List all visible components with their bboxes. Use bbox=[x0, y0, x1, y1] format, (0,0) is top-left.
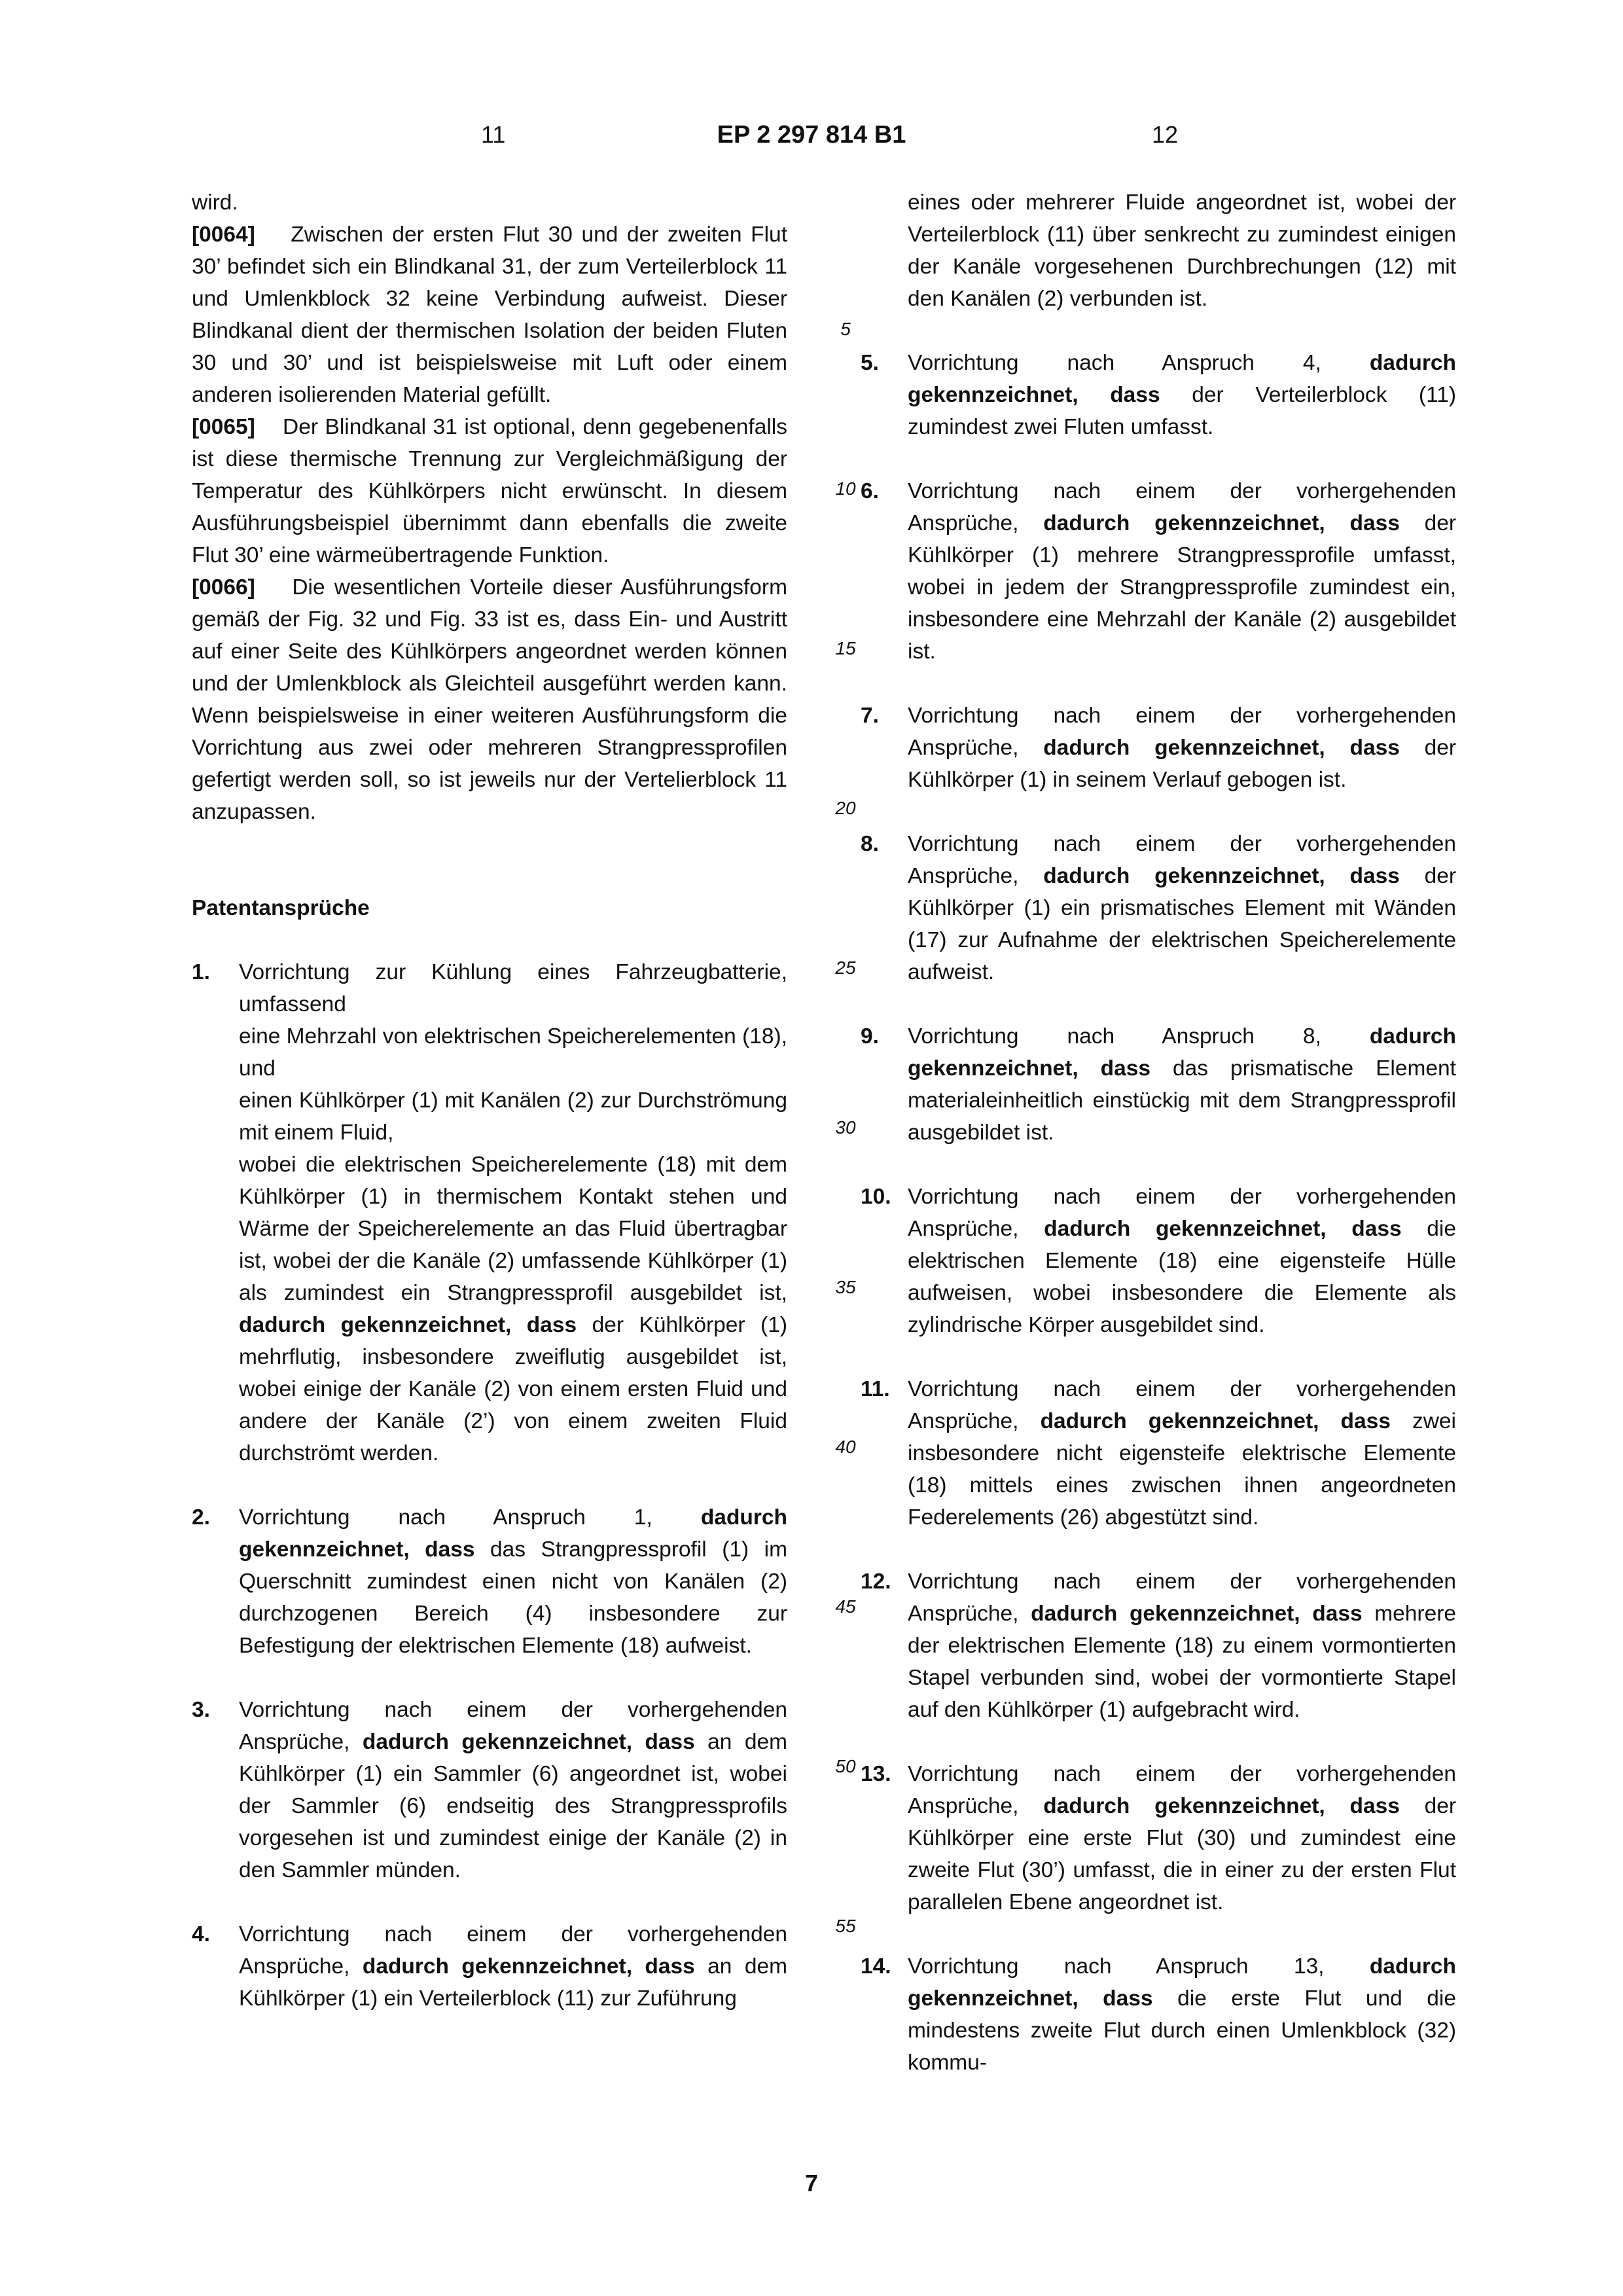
claim-12 bbox=[861, 1566, 1456, 1726]
claim-text bbox=[908, 1020, 1456, 1149]
claim-13 bbox=[861, 1758, 1456, 1918]
claim-text bbox=[908, 475, 1456, 668]
line-number: 50 bbox=[835, 1756, 856, 1776]
claim-post: der Kühlkörper (1) mehrflutig, insbesondere zweiflutig ausgebildet ist, wobei einige der Kanäle (2) von einem ersten Fluid und andere der Kanäle (2’) von einem zweiten Fluid durchströmt werden. bbox=[239, 1313, 788, 1465]
claim-post: zwei insbesondere nicht eigensteife elektrische Elemente (18) mittels eines zwischen ihnen angeordneten Federelements (26) abgestützt sind. bbox=[908, 1409, 1456, 1530]
claim-text bbox=[908, 1181, 1456, 1341]
line-number: 15 bbox=[835, 638, 856, 658]
claim-pre: Vorrichtung nach einem der vorhergehenden Ansprüche, bbox=[239, 1922, 787, 1979]
claim-pre: Vorrichtung nach einem der vorhergehenden Ansprüche, bbox=[908, 1570, 1456, 1626]
line-number: 20 bbox=[835, 798, 856, 818]
claim-text bbox=[908, 1373, 1456, 1534]
claim-pre: wobei die elektrischen Speicherelemente (18) mit dem Kühlkörper (1) in thermischem Kontakt stehen und Wärme der Speicherelemente an das Fluid übertragbar ist, wobei der die Kanäle (2) umfassende Kühlkörper (1) als zumindest ein Strangpressprofil ausgebildet ist, bbox=[239, 1153, 787, 1305]
claim-post: der Verteilerblock (11) zumindest zwei Fluten umfasst. bbox=[908, 383, 1457, 439]
claim-number: 10. bbox=[861, 1185, 891, 1209]
claim-post: der Kühlkörper eine erste Flut (30) und zumindest eine zweite Flut (30’) umfasst, die in einer zu der ersten Flut parallelen Ebene angeordnet ist. bbox=[908, 1794, 1457, 1914]
claim-number: 1. bbox=[192, 960, 210, 984]
claim-post: der Kühlkörper (1) in seinem Verlauf gebogen ist. bbox=[908, 736, 1457, 792]
claim-pre: Vorrichtung nach einem der vorhergehenden Ansprüche, bbox=[908, 479, 1456, 535]
paragraph-text: Zwischen der ersten Flut 30 und der zweiten Flut 30’ befindet sich ein Blindkanal 31, der zum Verteilerblock 11 und Umlenkblock 32 keine Verbindung aufweist. Dieser Blindkanal dient der thermischen Isolation der beiden Fluten 30 und 30’ und ist beispielsweise mit Luft oder einem anderen isolierenden Material gefüllt. bbox=[192, 223, 788, 407]
line-number: 10 bbox=[835, 478, 856, 499]
claim-post: an dem Kühlkörper (1) ein Sammler (6) angeordnet ist, wobei der Sammler (6) endseitig des Strangpressprofils vorgesehen ist und zumindest einige der Kanäle (2) in den Sammler münden. bbox=[239, 1730, 787, 1882]
claim-pre: Vorrichtung nach einem der vorhergehenden Ansprüche, bbox=[239, 1698, 787, 1754]
claims-heading: Patentansprüche bbox=[192, 896, 370, 920]
claim-characterizing: dadurch gekennzeichnet, dass bbox=[362, 1730, 695, 1754]
claim-5 bbox=[861, 347, 1456, 443]
claim-pre: Vorrichtung nach Anspruch 4, bbox=[908, 351, 1321, 375]
claim-pre: Vorrichtung nach einem der vorhergehenden Ansprüche, bbox=[908, 1762, 1456, 1818]
claim-8 bbox=[861, 828, 1456, 988]
paragraph-text: Die wesentlichen Vorteile dieser Ausführungsform gemäß der Fig. 32 und Fig. 33 ist es, dass Ein- und Austritt auf einer Seite des Kühlkörpers angeordnet werden können und der Umlenkblock als Gleichteil ausgeführt werden kann. Wenn beispielsweise in einer weiteren Ausführungsform die Vorrichtung aus zwei oder mehreren Strangpressprofilen gefertigt werden soll, so ist jeweils nur der Vertelierblock 11 anzupassen. bbox=[192, 575, 787, 824]
paragraph-0066 bbox=[192, 571, 787, 828]
line-number: 25 bbox=[835, 958, 856, 978]
claim-14 bbox=[861, 1950, 1456, 2079]
line-number: 5 bbox=[840, 319, 851, 339]
claim-number: 7. bbox=[861, 704, 879, 728]
claim-3 bbox=[192, 1694, 787, 1886]
claim-number: 2. bbox=[192, 1505, 210, 1530]
claim-pre: Vorrichtung nach Anspruch 13, bbox=[908, 1954, 1325, 1979]
claim-number: 6. bbox=[861, 479, 879, 503]
claim-text bbox=[908, 828, 1456, 988]
claim-characterizing: dadurch gekennzeichnet, dass bbox=[1044, 1217, 1402, 1241]
claim-number: 9. bbox=[861, 1024, 879, 1049]
claim-text: eines oder mehrerer Fluide angeordnet ist, wobei der Verteilerblock (11) über senkrecht zu zumindest einigen der Kanäle vorgesehenen Durchbrechungen (12) mit den Kanälen (2) verbunden ist. bbox=[908, 190, 1456, 311]
line-number: 35 bbox=[835, 1277, 856, 1297]
claim-4 bbox=[192, 1918, 787, 2015]
claim-characterizing: dadurch gekennzeichnet, dass bbox=[1043, 736, 1400, 760]
claim-characterizing: dadurch gekennzeichnet, dass bbox=[239, 1505, 787, 1562]
right-column bbox=[861, 187, 1456, 2111]
paragraph-text: Der Blindkanal 31 ist optional, denn gegebenenfalls ist diese thermische Trennung zur Vergleichmäßigung der Temperatur des Kühlkörpers nicht erwünscht. In diesem Ausführungsbeispiel übernimmt dann ebenfalls die zweite Flut 30’ eine wärmeübertragende Funktion. bbox=[192, 415, 787, 567]
paragraph-0064 bbox=[192, 219, 787, 411]
claim-characterizing: dadurch gekennzeichnet, dass bbox=[1043, 1794, 1400, 1818]
claim-characterizing: dadurch gekennzeichnet, dass bbox=[1040, 1409, 1391, 1433]
claim-pre: Vorrichtung nach einem der vorhergehenden Ansprüche, bbox=[908, 1185, 1456, 1241]
claim-pre: Vorrichtung nach Anspruch 1, bbox=[239, 1505, 652, 1530]
claim-7 bbox=[861, 700, 1456, 796]
claim-text bbox=[908, 700, 1456, 796]
claim-characterizing: dadurch gekennzeichnet, dass bbox=[908, 1954, 1456, 2011]
line-number: 55 bbox=[835, 1916, 856, 1936]
claim-pre: Vorrichtung nach einem der vorhergehenden Ansprüche, bbox=[908, 1377, 1456, 1433]
claim-line: einen Kühlkörper (1) mit Kanälen (2) zur Durchströmung mit einem Fluid, bbox=[239, 1088, 787, 1145]
claim-characterizing: dadurch gekennzeichnet, dass bbox=[362, 1954, 695, 1979]
claim-characterizing: dadurch gekennzeichnet, dass bbox=[239, 1313, 577, 1337]
claim-text bbox=[908, 1566, 1456, 1726]
claim-text bbox=[908, 1758, 1456, 1918]
claim-characterizing: dadurch gekennzeichnet, dass bbox=[1031, 1602, 1363, 1626]
claim-number: 12. bbox=[861, 1570, 891, 1594]
claim-text bbox=[239, 956, 787, 1469]
intro-fragment: wird. bbox=[192, 190, 238, 215]
claim-pre: Vorrichtung nach Anspruch 8, bbox=[908, 1024, 1321, 1049]
publication-number: EP 2 297 814 B1 bbox=[717, 121, 906, 149]
line-number: 40 bbox=[835, 1437, 856, 1457]
claim-characterizing: dadurch gekennzeichnet, dass bbox=[908, 351, 1456, 407]
paragraph-ref: [0064] bbox=[192, 223, 255, 247]
claim-pre: Vorrichtung nach einem der vorhergehenden Ansprüche, bbox=[908, 704, 1456, 760]
claim-4-continuation bbox=[861, 187, 1456, 315]
paragraph-ref: [0066] bbox=[192, 575, 255, 600]
claim-1 bbox=[192, 956, 787, 1469]
claim-characterizing: dadurch gekennzeichnet, dass bbox=[1043, 511, 1400, 535]
claim-post: das Strangpressprofil (1) im Querschnitt zumindest einen nicht von Kanälen (2) durchzogenen Bereich (4) insbesondere zur Befestigung der elektrischen Elemente (18) aufweist. bbox=[239, 1537, 787, 1658]
line-number: 45 bbox=[835, 1596, 856, 1617]
page-number-left: 11 bbox=[481, 121, 506, 148]
claim-pre: Vorrichtung nach einem der vorhergehenden Ansprüche, bbox=[908, 832, 1456, 888]
claim-number: 3. bbox=[192, 1698, 210, 1722]
claim-characterizing: dadurch gekennzeichnet, dass bbox=[1043, 864, 1400, 888]
claim-post: der Kühlkörper (1) ein prismatisches Element mit Wänden (17) zur Aufnahme der elektrischen Speicherelemente aufweist. bbox=[908, 864, 1457, 984]
claim-11 bbox=[861, 1373, 1456, 1534]
claim-line: Vorrichtung zur Kühlung eines Fahrzeugbatterie, umfassend bbox=[239, 960, 787, 1016]
claim-text bbox=[239, 1501, 787, 1662]
paragraph-0065 bbox=[192, 411, 787, 571]
claim-line: eine Mehrzahl von elektrischen Speicherelementen (18), und bbox=[239, 1024, 787, 1081]
claim-number: 5. bbox=[861, 351, 879, 375]
claim-post: die elektrischen Elemente (18) eine eigensteife Hülle aufweisen, wobei insbesondere die Elemente als zylindrische Körper ausgebildet sind. bbox=[908, 1217, 1456, 1337]
claim-10 bbox=[861, 1181, 1456, 1341]
claim-text bbox=[239, 1694, 787, 1886]
claim-number: 11. bbox=[861, 1377, 890, 1401]
claim-text bbox=[239, 1918, 787, 2015]
claim-number: 13. bbox=[861, 1762, 891, 1786]
claim-post: das prismatische Element materialeinheitlich einstückig mit dem Strangpressprofil ausgebildet ist. bbox=[908, 1056, 1456, 1145]
claim-2 bbox=[192, 1501, 787, 1662]
line-number: 30 bbox=[835, 1117, 856, 1138]
claim-post: an dem Kühlkörper (1) ein Verteilerblock (11) zur Zuführung bbox=[239, 1954, 787, 2011]
claim-text bbox=[908, 347, 1456, 443]
left-column bbox=[192, 187, 787, 2047]
page-number: 7 bbox=[804, 2170, 819, 2197]
claim-9 bbox=[861, 1020, 1456, 1149]
paragraph-ref: [0065] bbox=[192, 415, 255, 439]
claim-post: der Kühlkörper (1) mehrere Strangpressprofile umfasst, wobei in jedem der Strangpressprofile zumindest ein, insbesondere eine Mehrzahl der Kanäle (2) ausgebildet ist. bbox=[908, 511, 1457, 664]
claim-number: 4. bbox=[192, 1922, 210, 1946]
claim-number: 14. bbox=[861, 1954, 891, 1979]
claim-6 bbox=[861, 475, 1456, 668]
claim-post: die erste Flut und die mindestens zweite Flut durch einen Umlenkblock (32) kommu- bbox=[908, 1986, 1456, 2075]
page-number-right: 12 bbox=[1152, 121, 1179, 148]
claim-characterizing: dadurch gekennzeichnet, dass bbox=[908, 1024, 1456, 1081]
claim-number: 8. bbox=[861, 832, 879, 856]
claim-post: mehrere der elektrischen Elemente (18) zu einem vormontierten Stapel verbunden sind, wobei der vormontierte Stapel auf den Kühlkörper (1) aufgebracht wird. bbox=[908, 1602, 1457, 1722]
claim-text bbox=[908, 1950, 1456, 2079]
